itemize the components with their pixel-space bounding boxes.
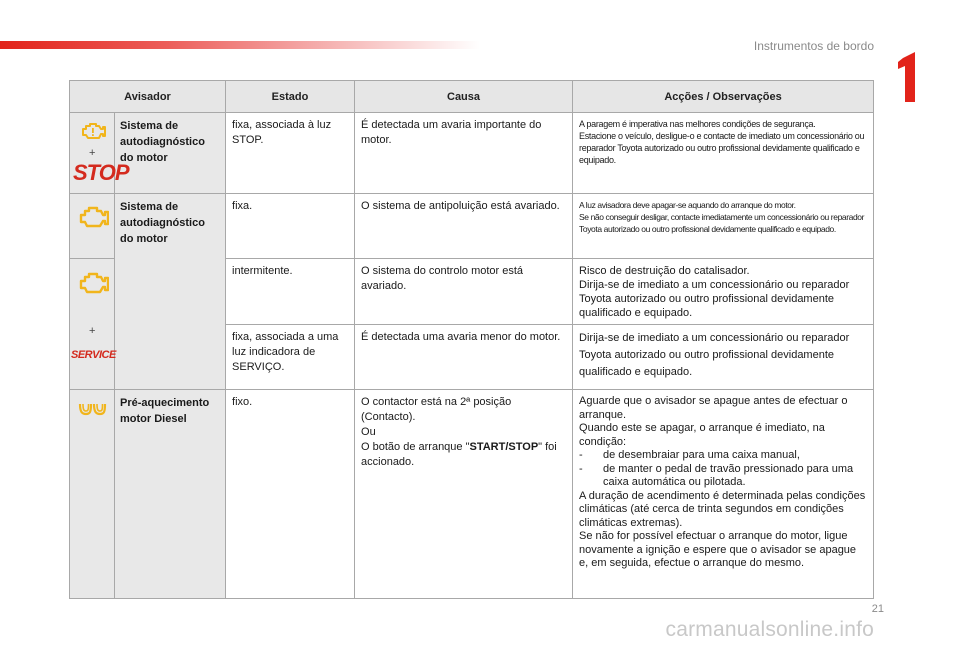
warning-action: A paragem é imperativa nas melhores condições de segurança. Estacione o veículo, desligue-o e contacte de imediato um concessionário ou reparador Toyota autorizado ou outro profissional devidamente qualificado e equipado. (573, 113, 874, 194)
list-item (579, 463, 867, 490)
table-row (70, 390, 874, 599)
icon-cell (70, 259, 115, 390)
warning-action: Risco de destruição do catalisador. Dirija-se de imediato a um concessionário ou reparador Toyota autorizado ou outro profissional devidamente qualificado e equipado. (573, 259, 874, 325)
warning-cause (355, 390, 573, 599)
table-row (70, 194, 874, 259)
watermark: carmanualsonline.info (665, 618, 874, 641)
engine-check-icon (77, 205, 109, 229)
start-stop-label: START/STOP (469, 441, 539, 453)
table-row (70, 113, 874, 194)
section-title: Instrumentos de bordo (753, 39, 874, 53)
warning-action: Dirija-se de imediato a um concessionário ou reparador Toyota autorizado ou outro profissional devidamente qualificado e equipado. (573, 325, 874, 390)
icon-cell (70, 113, 129, 194)
column-header-estado: Estado (226, 81, 355, 113)
plus-sign: + (89, 325, 96, 337)
cause-line (361, 440, 566, 470)
warning-cause: É detectada um avaria importante do motor. (355, 113, 573, 194)
chapter-number-text: 1 (897, 52, 898, 53)
warning-state: fixa, associada a uma luz indicadora de SERVIÇO. (226, 325, 355, 390)
warning-action (573, 390, 874, 599)
list-item (579, 449, 867, 463)
list-dash: - (579, 449, 583, 461)
warning-state: intermitente. (226, 259, 355, 325)
table-header-row (70, 81, 874, 113)
warning-cause: O sistema do controlo motor está avariado. (355, 259, 573, 325)
warning-cause: O sistema de antipoluição está avariado. (355, 194, 573, 259)
list-item-text: de manter o pedal de travão pressionado para uma caixa automática ou pilotada. (603, 462, 854, 488)
icon-cell (70, 194, 115, 259)
column-header-causa: Causa (355, 81, 573, 113)
action-line: A duração de acendimento é determinada pelas condições climáticas (até cerca de trinta segundos em condições climáticas extremas). (579, 489, 866, 529)
plus-sign: + (89, 147, 96, 159)
warning-action: A luz avisadora deve apagar-se aquando do arranque do motor. Se não conseguir desligar, contacte imediatamente um concessionário ou reparador Toyota autorizado ou outro profissional devidamente qualificado e equipado. (573, 194, 874, 259)
list-item-text: de desembraiar para uma caixa manual, (603, 449, 800, 461)
action-line: Se não for possível efectuar o arranque do motor, ligue novamente a ignição e espere que o avisador se apague e, em seguida, efectue o arranque do mesmo. (579, 530, 857, 569)
engine-warning-icon (80, 121, 106, 141)
warning-name: Sistema de autodiagnóstico do motor (115, 113, 226, 194)
cause-text: " foi accionado. (361, 441, 557, 468)
glow-plug-icon (78, 402, 108, 416)
warning-state: fixo. (226, 390, 355, 599)
stop-label: STOP (73, 160, 129, 185)
warning-name: Sistema de autodiagnóstico do motor (115, 194, 226, 390)
service-label: SERVICE (71, 349, 116, 361)
column-header-avisador: Avisador (70, 81, 226, 113)
top-accent-bar (0, 41, 480, 49)
chapter-number-icon (897, 52, 919, 102)
action-line: Aguarde que o avisador se apague antes de efectuar o arranque. (579, 395, 848, 421)
cause-line: Ou (361, 426, 376, 438)
warning-state: fixa, associada à luz STOP. (226, 113, 355, 194)
action-list (579, 449, 867, 490)
warning-state: fixa. (226, 194, 355, 259)
cause-text: O botão de arranque " (361, 441, 470, 453)
warning-name: Pré-aquecimento motor Diesel (115, 390, 226, 599)
cause-line: O contactor está na 2ª posição (Contacto). (361, 396, 512, 423)
page-number: 21 (871, 603, 884, 615)
icon-cell (70, 390, 115, 599)
column-header-accoes: Acções / Observações (573, 81, 874, 113)
list-dash: - (579, 462, 583, 475)
warning-cause: É detectada uma avaria menor do motor. (355, 325, 573, 390)
warning-lights-table (69, 80, 874, 599)
engine-check-icon (77, 271, 109, 295)
action-line: Quando este se apagar, o arranque é imediato, na condição: (579, 422, 825, 448)
